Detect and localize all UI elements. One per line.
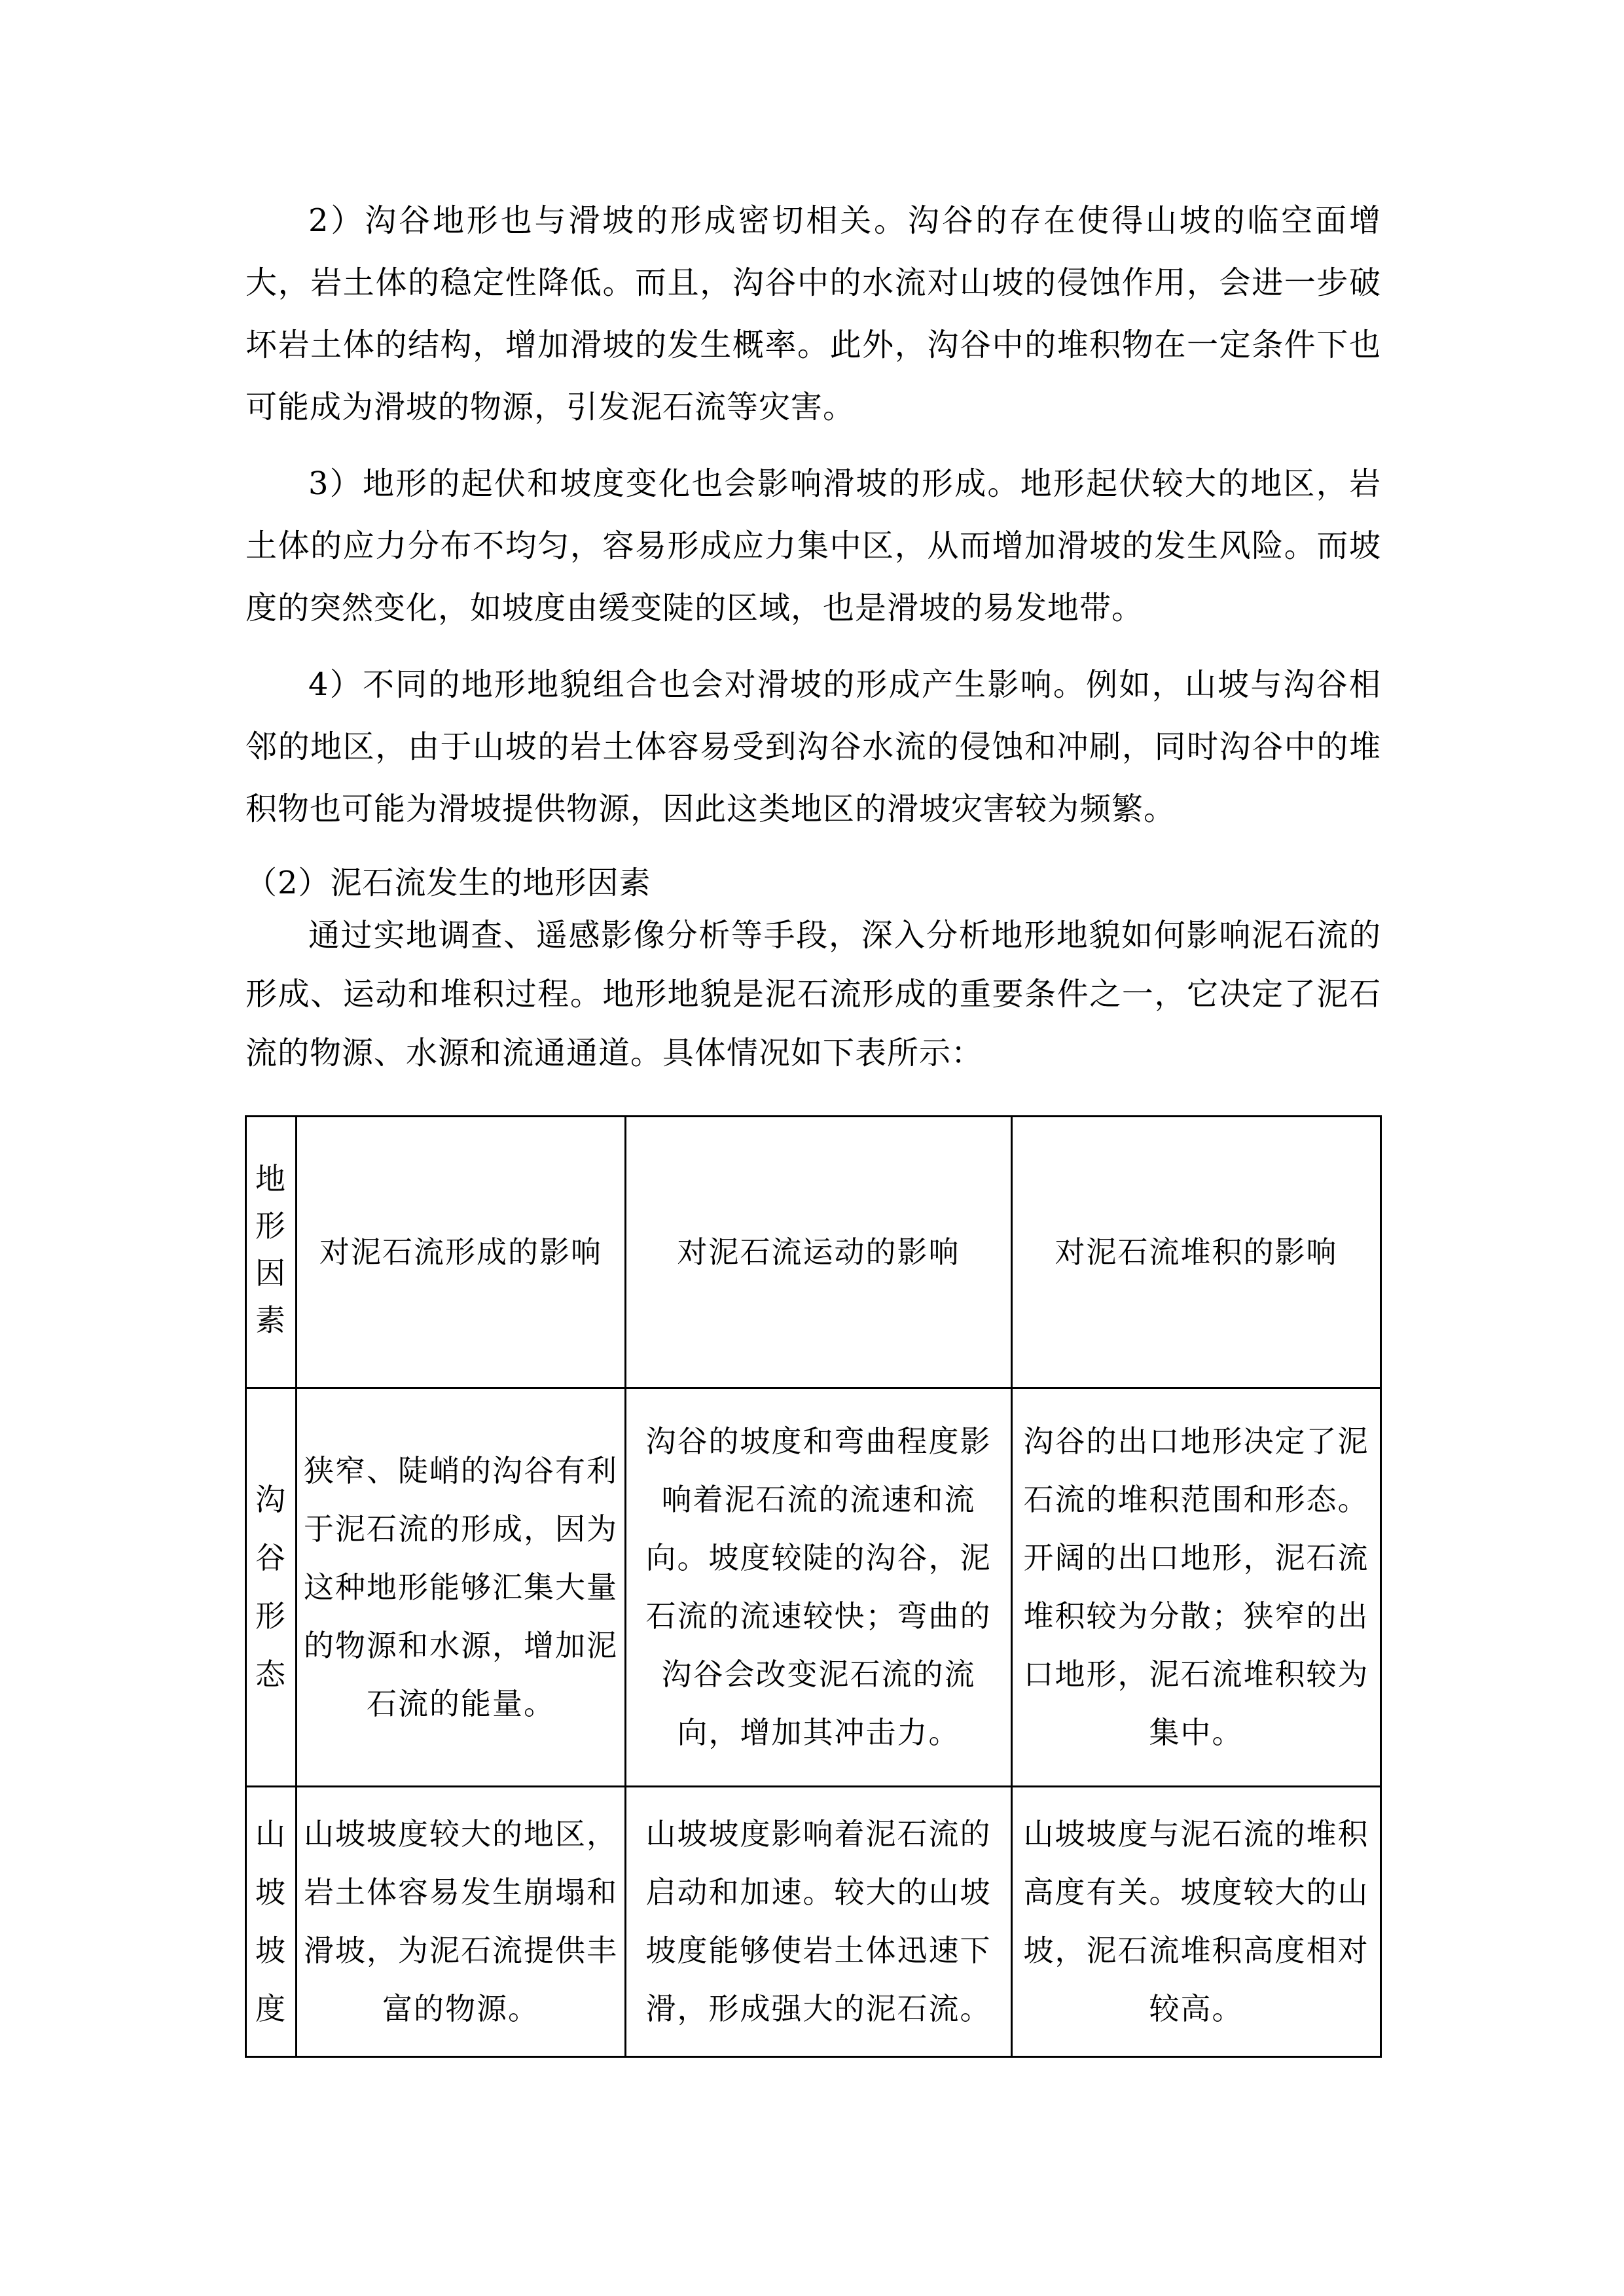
table-header-row bbox=[246, 1117, 1381, 1388]
header-deposition: 对泥石流堆积的影响 bbox=[1012, 1117, 1381, 1388]
cell-movement: 山坡坡度影响着泥石流的启动和加速。较大的山坡坡度能够使岩土体迅速下滑，形成强大的泥石流。 bbox=[626, 1787, 1012, 2057]
cell-movement: 沟谷的坡度和弯曲程度影响着泥石流的流速和流向。坡度较陡的沟谷，泥石流的流速较快；弯曲的沟谷会改变泥石流的流向，增加其冲击力。 bbox=[626, 1388, 1012, 1787]
document-body bbox=[245, 190, 1381, 1083]
table-row bbox=[246, 1388, 1381, 1787]
header-movement: 对泥石流运动的影响 bbox=[626, 1117, 1012, 1388]
cell-deposition: 沟谷的出口地形决定了泥石流的堆积范围和形态。开阔的出口地形，泥石流堆积较为分散；狭窄的出口地形，泥石流堆积较为集中。 bbox=[1012, 1388, 1381, 1787]
paragraph-landform-combination: 4）不同的地形地貌组合也会对滑坡的形成产生影响。例如，山坡与沟谷相邻的地区，由于山坡的岩土体容易受到沟谷水流的侵蚀和冲刷，同时沟谷中的堆积物也可能为滑坡提供物源，因此这类地区的滑坡灾害较为频繁。 bbox=[245, 666, 1381, 827]
cell-deposition: 山坡坡度与泥石流的堆积高度有关。坡度较大的山坡，泥石流堆积高度相对较高。 bbox=[1012, 1787, 1381, 2057]
terrain-factor-table bbox=[245, 1115, 1382, 2058]
paragraph-relief-slope: 3）地形的起伏和坡度变化也会影响滑坡的形成。地形起伏较大的地区，岩土体的应力分布不均匀，容易形成应力集中区，从而增加滑坡的发生风险。而坡度的突然变化，如坡度由缓变陡的区域，也是滑坡的易发地带。 bbox=[245, 465, 1381, 626]
cell-formation: 狭窄、陡峭的沟谷有利于泥石流的形成，因为这种地形能够汇集大量的物源和水源，增加泥石流的能量。 bbox=[297, 1388, 626, 1787]
intro-paragraph: 通过实地调查、遥感影像分析等手段，深入分析地形地貌如何影响泥石流的形成、运动和堆积过程。地形地貌是泥石流形成的重要条件之一，它决定了泥石流的物源、水源和流通通道。具体情况如下表所示： bbox=[245, 917, 1381, 1071]
header-formation: 对泥石流形成的影响 bbox=[297, 1117, 626, 1388]
table-row bbox=[246, 1787, 1381, 2057]
cell-formation: 山坡坡度较大的地区，岩土体容易发生崩塌和滑坡，为泥石流提供丰富的物源。 bbox=[297, 1787, 626, 2057]
header-terrain-factor: 地形因素 bbox=[246, 1117, 297, 1388]
row-factor-slope: 山坡坡度 bbox=[246, 1787, 297, 2057]
paragraph-gully-terrain: 2）沟谷地形也与滑坡的形成密切相关。沟谷的存在使得山坡的临空面增大，岩土体的稳定性降低。而且，沟谷中的水流对山坡的侵蚀作用，会进一步破坏岩土体的结构，增加滑坡的发生概率。此外，沟谷中的堆积物在一定条件下也可能成为滑坡的物源，引发泥石流等灾害。 bbox=[245, 202, 1381, 425]
row-factor-gully: 沟谷形态 bbox=[246, 1388, 297, 1787]
section-heading: （2）泥石流发生的地形因素 bbox=[245, 865, 651, 901]
